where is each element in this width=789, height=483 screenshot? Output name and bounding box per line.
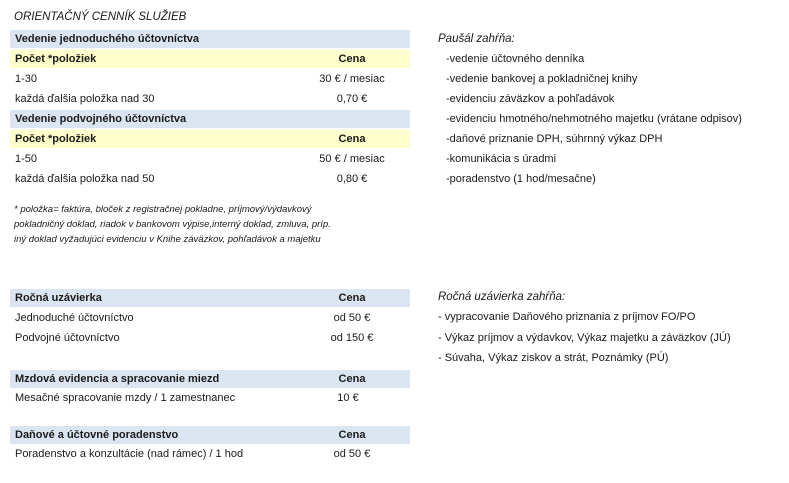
row-price: od 150 € — [330, 332, 374, 344]
simple-accounting-header — [10, 30, 410, 48]
table-row — [10, 389, 410, 407]
column-price: Cena — [338, 429, 366, 441]
flat-fee-heading: Paušál zahŕňa: — [438, 33, 515, 45]
row-label: 1-50 — [15, 153, 38, 165]
row-label: Mesačné spracovanie mzdy / 1 zamestnanec — [15, 392, 236, 404]
annual-closing-heading: Ročná uzávierka — [15, 292, 102, 304]
table-row — [10, 309, 410, 327]
double-accounting-heading: Vedenie podvojného účtovníctva — [15, 113, 187, 125]
footnote-line: pokladničný doklad, riadok v bankovom výpise,interný doklad, zmluva, príp. — [14, 219, 331, 230]
table-row — [10, 150, 410, 168]
page-title: ORIENTAČNÝ CENNÍK SLUŽIEB — [14, 11, 187, 23]
column-label: Počet *položiek — [15, 133, 97, 145]
list-item: -poradenstvo (1 hod/mesačne) — [446, 173, 596, 185]
row-label: Poradenstvo a konzultácie (nad rámec) / 1 hod — [15, 448, 244, 460]
column-label: Počet *položiek — [15, 53, 97, 65]
row-price: od 50 € — [333, 448, 371, 460]
row-price: 30 € / mesiac — [319, 73, 385, 85]
row-price: 0,80 € — [336, 173, 368, 185]
list-item: - Súvaha, Výkaz ziskov a strát, Poznámky (PÚ) — [438, 352, 669, 364]
table-row — [10, 329, 410, 347]
row-label: každá ďalšia položka nad 50 — [15, 173, 155, 185]
list-item: -evidenciu záväzkov a pohľadávok — [446, 93, 615, 105]
list-item: -vedenie účtovného denníka — [446, 53, 585, 65]
simple-accounting-heading: Vedenie jednoduchého účtovníctva — [15, 33, 199, 45]
double-accounting-header — [10, 110, 410, 128]
table-row — [10, 170, 410, 188]
table-row — [10, 70, 410, 88]
list-item: -vedenie bankovej a pokladničnej knihy — [446, 73, 638, 85]
column-price: Cena — [338, 133, 366, 145]
row-price: od 50 € — [333, 312, 371, 324]
column-price: Cena — [338, 53, 366, 65]
column-price: Cena — [338, 373, 366, 385]
list-item: -evidenciu hmotného/nehmotného majetku (vrátane odpisov) — [446, 113, 742, 125]
list-item: - Výkaz príjmov a výdavkov, Výkaz majetku a záväzkov (JÚ) — [438, 332, 731, 344]
row-price: 50 € / mesiac — [319, 153, 385, 165]
row-label: 1-30 — [15, 73, 38, 85]
annual-closing-header — [10, 289, 410, 307]
annual-includes-heading: Ročná uzávierka zahŕňa: — [438, 291, 566, 303]
simple-accounting-column-header — [10, 50, 410, 68]
footnote-line: * položka= faktúra, bloček z registračnej pokladne, príjmový/výdavkový — [14, 204, 312, 215]
row-label: Podvojné účtovníctvo — [15, 332, 120, 344]
row-price: 0,70 € — [336, 93, 368, 105]
double-accounting-column-header — [10, 130, 410, 148]
payroll-heading: Mzdová evidencia a spracovanie miezd — [15, 373, 220, 385]
row-label: Jednoduché účtovníctvo — [15, 312, 134, 324]
table-row — [10, 445, 410, 463]
advisory-heading: Daňové a účtovné poradenstvo — [15, 429, 179, 441]
footnote-line: iný doklad vyžadujúci evidenciu v Knihe záväzkov, pohľadávok a majetku — [14, 234, 321, 245]
table-row — [10, 90, 410, 108]
row-label: každá ďalšia položka nad 30 — [15, 93, 155, 105]
payroll-header — [10, 370, 410, 388]
list-item: - vypracovanie Daňového priznania z príjmov FO/PO — [438, 311, 696, 323]
list-item: -komunikácia s úradmi — [446, 153, 557, 165]
column-price: Cena — [338, 292, 366, 304]
advisory-header — [10, 426, 410, 444]
row-price: 10 € — [337, 392, 359, 404]
list-item: -daňové priznanie DPH, súhrnný výkaz DPH — [446, 133, 663, 145]
